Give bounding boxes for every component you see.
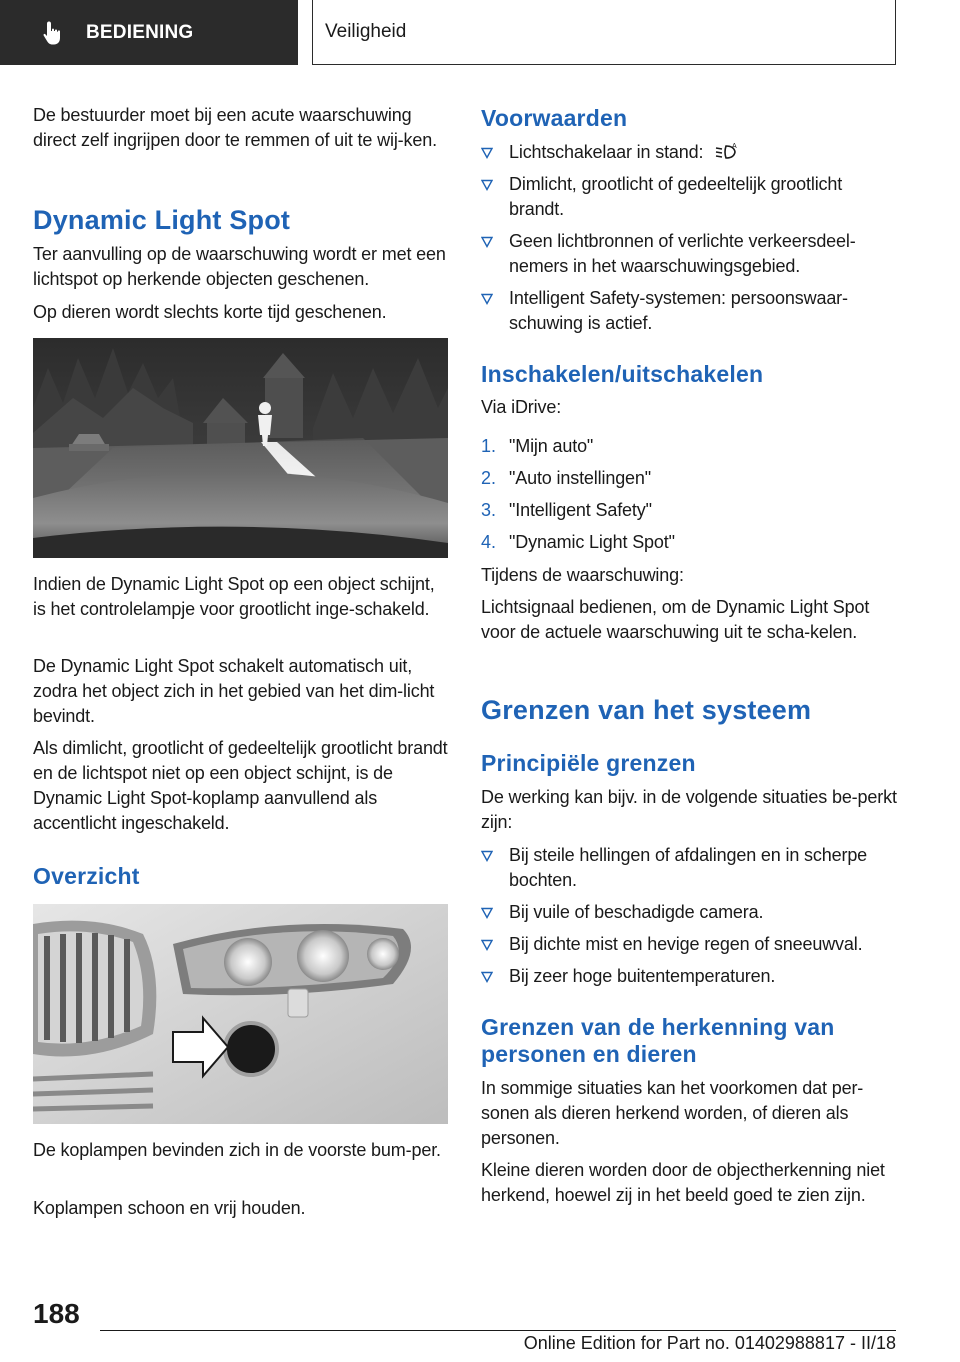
system-limits-heading: Grenzen van het systeem xyxy=(481,695,812,725)
step-text: "Intelligent Safety" xyxy=(509,500,652,520)
dynamic-light-spot-illustration xyxy=(33,338,448,558)
step-number: 4. xyxy=(481,532,497,552)
overview-paragraph-1: De koplampen bevinden zich in de voorste bum-per. xyxy=(33,1140,441,1160)
step-number: 2. xyxy=(481,468,497,488)
footer-edition: Online Edition for Part no. 01402988817 - II/18 xyxy=(523,1333,896,1353)
list-item xyxy=(481,964,901,989)
limit-text: Bij vuile of beschadigde camera. xyxy=(509,902,764,922)
step-item xyxy=(481,498,901,523)
during-warning-label: Tijdens de waarschuwing: xyxy=(481,565,684,585)
triangle-bullet-icon xyxy=(481,236,493,248)
page-number: 188 xyxy=(33,1298,80,1329)
chapter-header xyxy=(312,0,896,65)
limit-text: Bij steile hellingen of afdalingen en in scherpe bochten. xyxy=(509,845,868,890)
step-number: 3. xyxy=(481,500,497,520)
list-item xyxy=(481,140,901,165)
via-idrive-text: Via iDrive: xyxy=(481,397,562,417)
hand-pointer-icon xyxy=(42,20,64,46)
triangle-bullet-icon xyxy=(481,939,493,951)
dls-paragraph-4: De Dynamic Light Spot schakelt automatisch uit, zodra het object zich in het gebied van het dim-licht bevindt. xyxy=(33,656,435,726)
triangle-bullet-icon xyxy=(481,971,493,983)
overview-paragraph-2: Koplampen schoon en vrij houden. xyxy=(33,1198,306,1218)
conditions-heading: Voorwaarden xyxy=(481,105,628,131)
svg-text:A: A xyxy=(732,143,737,150)
intro-paragraph: De bestuurder moet bij een acute waarschuwing direct zelf ingrijpen door te remmen of uit te wij-ken. xyxy=(33,105,437,150)
triangle-bullet-icon xyxy=(481,907,493,919)
condition-text: Dimlicht, grootlicht of gedeeltelijk grootlicht brandt. xyxy=(509,174,843,219)
step-text: "Auto instellingen" xyxy=(509,468,652,488)
step-item xyxy=(481,530,901,555)
condition-text: Geen lichtbronnen of verlichte verkeersdeel-nemers in het waarschuwingsgebied. xyxy=(509,231,856,276)
condition-text: Intelligent Safety-systemen: persoonswaar-schuwing is actief. xyxy=(509,288,848,333)
on-off-heading: Inschakelen/uitschakelen xyxy=(481,361,764,387)
headlight-illustration xyxy=(33,904,448,1124)
triangle-bullet-icon xyxy=(481,850,493,862)
list-item xyxy=(481,286,901,336)
triangle-bullet-icon xyxy=(481,147,493,159)
list-item xyxy=(481,900,901,925)
limit-text: Bij zeer hoge buitentemperaturen. xyxy=(509,966,776,986)
list-item xyxy=(481,932,901,957)
step-text: "Dynamic Light Spot" xyxy=(509,532,675,552)
recognition-paragraph-2: Kleine dieren worden door de objectherkenning niet herkend, hoewel zij in het beeld goed te zien zijn. xyxy=(481,1160,885,1205)
recognition-limits-heading-line-2: personen en dieren xyxy=(481,1041,697,1067)
triangle-bullet-icon xyxy=(481,293,493,305)
recognition-paragraph-1: In sommige situaties kan het voorkomen dat per-sonen als dieren herkend worden, of dieren als personen. xyxy=(481,1078,864,1148)
step-item xyxy=(481,434,901,459)
principal-limits-paragraph: De werking kan bijv. in de volgende situaties be-perkt zijn: xyxy=(481,787,897,832)
dls-paragraph-5: Als dimlicht, grootlicht of gedeeltelijk grootlicht brandt en de lichtspot niet op een object schijnt, is de Dynamic Light Spot-koplamp aanvullend als accentlicht ingeschakeld. xyxy=(33,738,448,833)
list-item xyxy=(481,843,901,893)
step-text: "Mijn auto" xyxy=(509,436,594,456)
step-item xyxy=(481,466,901,491)
dls-paragraph-3: Indien de Dynamic Light Spot op een object schijnt, is het controlelampje voor grootlicht inge-schakeld. xyxy=(33,574,435,619)
overview-heading: Overzicht xyxy=(33,863,140,889)
principal-limits-heading: Principiële grenzen xyxy=(481,750,696,776)
limit-text: Bij dichte mist en hevige regen of sneeuwval. xyxy=(509,934,863,954)
step-number: 1. xyxy=(481,436,497,456)
list-item xyxy=(481,172,901,222)
section-label: BEDIENING xyxy=(86,21,194,43)
during-warning-paragraph: Lichtsignaal bedienen, om de Dynamic Light Spot voor de actuele waarschuwing uit te scha-kelen. xyxy=(481,597,870,642)
condition-text: Lichtschakelaar in stand: xyxy=(509,142,704,162)
list-item xyxy=(481,229,901,279)
dls-paragraph-1: Ter aanvulling op de waarschuwing wordt er met een lichtspot op herkende objecten geschenen. xyxy=(33,244,446,289)
footer-divider xyxy=(100,1330,896,1331)
triangle-bullet-icon xyxy=(481,179,493,191)
low-beam-auto-icon xyxy=(714,141,740,161)
section-tab xyxy=(0,0,298,65)
dls-paragraph-2: Op dieren wordt slechts korte tijd geschenen. xyxy=(33,302,387,322)
recognition-limits-heading-line-1: Grenzen van de herkenning van xyxy=(481,1014,835,1040)
chapter-title: Veiligheid xyxy=(325,21,407,42)
dynamic-light-spot-heading: Dynamic Light Spot xyxy=(33,205,291,235)
